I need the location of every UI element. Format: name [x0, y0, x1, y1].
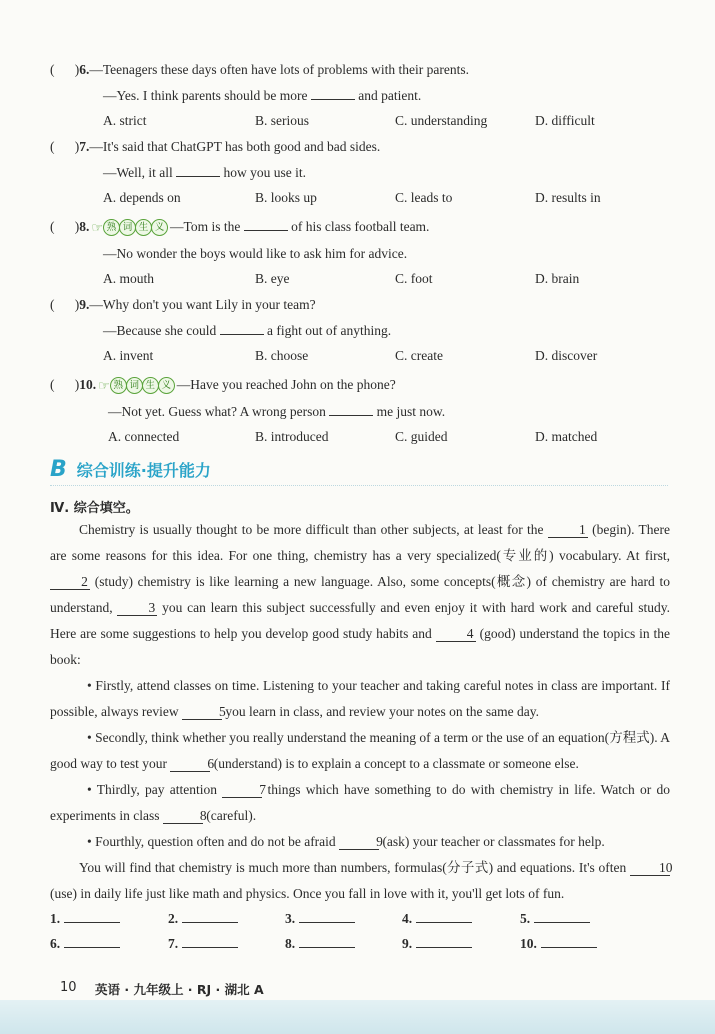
question-9-reply: —Because she could a fight out of anything.: [103, 323, 392, 338]
option-d: D. results in: [535, 190, 601, 205]
section-letter: B: [50, 457, 67, 482]
gap-6[interactable]: 6: [170, 757, 210, 772]
answer-line-10[interactable]: 10.: [520, 935, 597, 952]
gap-5[interactable]: 5: [182, 705, 222, 720]
option-d: D. matched: [535, 429, 598, 444]
book-info: 英语 · 九年级上 · RJ · 湖北 A: [95, 982, 264, 997]
option-b: B. eye: [255, 271, 290, 286]
passage-paragraph-5: • Fourthly, question often and do not be afraid 9 (ask) your teacher or classmates for help.: [87, 834, 605, 849]
option-a: A. strict: [103, 113, 147, 128]
option-c: C. leads to: [395, 190, 453, 205]
option-b: B. choose: [255, 348, 309, 363]
question-10: ( )10. ☞ 熟 词 生 义 —Have you reached John on the phone?: [50, 377, 396, 393]
pointing-hand-icon: ☞: [91, 219, 104, 235]
answer-line-2[interactable]: 2.: [168, 910, 238, 927]
answer-line-6[interactable]: 6.: [50, 935, 120, 952]
gap-10[interactable]: 10: [630, 861, 670, 876]
option-b: B. introduced: [255, 429, 329, 444]
passage-paragraph-2: • Firstly, attend classes on time. Listening to your teacher and taking careful notes in class are important. If possible, always review 5 you learn in class, and review your notes on the same day.: [50, 678, 670, 719]
option-a: A. invent: [103, 348, 154, 363]
option-c: C. foot: [395, 271, 433, 286]
option-d: D. difficult: [535, 113, 595, 128]
familiar-word-new-meaning-tag: ☞ 熟 词 生 义: [91, 219, 168, 237]
question-text: —Teenagers these days often have lots of problems with their parents.: [89, 62, 469, 77]
passage-paragraph-1: Chemistry is usually thought to be more difficult than other subjects, at least for the 1 (begin). There are some reasons for this idea. For one thing, chemistry has a very specialized(专业的) vocabulary. At first, 2 (study) chemistry is like learning a new language. Also, some concepts(概念) of chemistry are hard to understand, 3 you can learn this subject successfully and even enjoy it with hard work and careful study. Here are some suggestions to help you develop good study habits and 4 (good) understand the topics in the book:: [50, 522, 671, 667]
gap-3[interactable]: 3: [117, 601, 157, 616]
option-d: D. discover: [535, 348, 598, 363]
page-number: 10: [60, 980, 77, 995]
gap-4[interactable]: 4: [436, 627, 476, 642]
passage-paragraph-6: You will find that chemistry is much more than numbers, formulas(分子式) and equations. It's often 10 (use) in daily life just like math and physics. Once you fall in love with it, you'll get lots of fun.: [50, 860, 673, 901]
question-7-reply: —Well, it all how you use it.: [103, 165, 307, 180]
answer-paren[interactable]: ( ): [50, 377, 80, 392]
answer-line-7[interactable]: 7.: [168, 935, 238, 952]
question-number: 7.: [79, 139, 90, 154]
question-number: 8.: [79, 219, 90, 234]
answer-paren[interactable]: ( ): [50, 219, 80, 234]
question-8: ( )8. ☞ 熟 词 生 义 —Tom is the of his class football team.: [50, 219, 430, 235]
option-a: A. depends on: [103, 190, 181, 205]
pointing-hand-icon: ☞: [98, 377, 110, 393]
answer-line-4[interactable]: 4.: [402, 910, 472, 927]
question-number: 6.: [79, 62, 90, 77]
familiar-word-new-meaning-tag: ☞ 熟 词 生 义: [98, 377, 175, 395]
answer-blank[interactable]: [311, 87, 355, 100]
question-text: —It's said that ChatGPT has both good and bad sides.: [89, 139, 381, 154]
answer-paren[interactable]: ( ): [50, 62, 80, 77]
section-title: 综合训练·提升能力: [76, 461, 211, 480]
option-c: C. guided: [395, 429, 448, 444]
answer-paren[interactable]: ( ): [50, 297, 80, 312]
question-number: 10.: [79, 377, 97, 392]
question-10-reply: —Not yet. Guess what? A wrong person me just now.: [108, 404, 446, 419]
gap-1[interactable]: 1: [548, 523, 588, 538]
answer-paren[interactable]: ( ): [50, 139, 80, 154]
gap-8[interactable]: 8: [163, 809, 203, 824]
gap-2[interactable]: 2: [50, 575, 90, 590]
option-c: C. create: [395, 348, 443, 363]
bottom-decorative-band: [0, 1000, 715, 1034]
question-7: [50, 138, 380, 156]
gap-7[interactable]: 7: [222, 783, 262, 798]
option-a: A. mouth: [103, 271, 155, 286]
passage-paragraph-4: • Thirdly, pay attention 7 things which have something to do with chemistry in life. Watch or do experiments in class 8 (careful).: [50, 782, 671, 823]
option-b: B. looks up: [255, 190, 317, 205]
option-a: A. connected: [108, 429, 180, 444]
question-number: 9.: [79, 297, 90, 312]
section-b-header: [50, 457, 211, 482]
option-c: C. understanding: [395, 113, 488, 128]
answer-blank[interactable]: [220, 322, 264, 335]
option-b: B. serious: [255, 113, 309, 128]
passage-paragraph-3: • Secondly, think whether you really understand the meaning of a term or the use of an equation(方程式). A good way to test your 6 (understand) is to explain a concept to a classmate or someone else.: [50, 730, 670, 771]
answer-blank[interactable]: [176, 164, 220, 177]
answer-line-3[interactable]: 3.: [285, 910, 355, 927]
section-divider: [50, 485, 668, 486]
answer-line-9[interactable]: 9.: [402, 935, 472, 952]
question-text: —Why don't you want Lily in your team?: [89, 297, 316, 312]
question-6: [50, 61, 469, 79]
option-d: D. brain: [535, 271, 580, 286]
answer-line-1[interactable]: 1.: [50, 910, 120, 927]
answer-blank[interactable]: [329, 403, 373, 416]
question-6-reply: —Yes. I think parents should be more and patient.: [103, 88, 422, 103]
answer-line-5[interactable]: 5.: [520, 910, 590, 927]
question-9: [50, 296, 316, 314]
answer-line-8[interactable]: 8.: [285, 935, 355, 952]
gap-9[interactable]: 9: [339, 835, 379, 850]
answer-blank[interactable]: [244, 218, 288, 231]
question-8-reply: —No wonder the boys would like to ask him for advice.: [103, 246, 408, 261]
exercise-heading: Ⅳ. 综合填空。: [50, 501, 139, 516]
